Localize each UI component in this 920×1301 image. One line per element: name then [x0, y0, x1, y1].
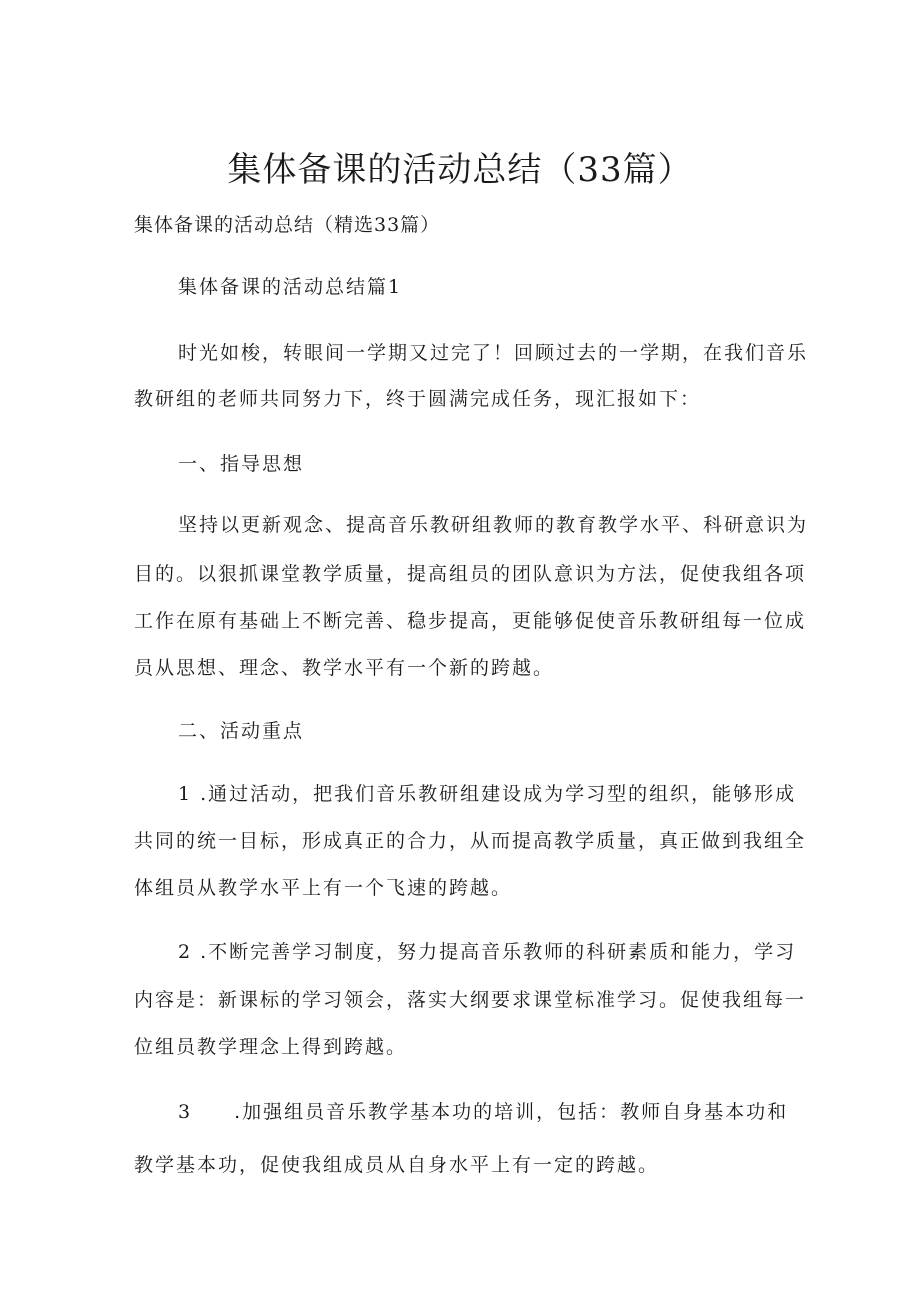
paragraph-1-line-2: 目的。以狠抓课堂教学质量，提高组员的团队意识为方法，促使我组各项 [134, 563, 807, 585]
intro-line-2: 教研组的老师共同努力下，终于圆满完成任务，现汇报如下： [134, 388, 702, 410]
item-2-line-1: 2 .不断完善学习制度，努力提高音乐教师的科研素质和能力，学习 [178, 941, 797, 963]
paragraph-1-line-1: 坚持以更新观念、提高音乐教研组教师的教育教学水平、科研意识为 [178, 514, 809, 536]
heading-guiding-thought: 一、指导思想 [178, 453, 305, 475]
section-title: 集体备课的活动总结篇1 [178, 276, 403, 298]
paragraph-1-line-4: 员从思想、理念、教学水平有一个新的跨越。 [134, 657, 555, 679]
paragraph-1-line-3: 工作在原有基础上不断完善、稳步提高，更能够促使音乐教研组每一位成 [134, 610, 807, 632]
intro-line-1: 时光如梭，转眼间一学期又过完了！回顾过去的一学期，在我们音乐 [178, 342, 809, 364]
item-2-line-2: 内容是：新课标的学习领会，落实大纲要求课堂标准学习。促使我组每一 [134, 989, 807, 1011]
document-subtitle: 集体备课的活动总结（精选33篇） [134, 214, 441, 236]
document-title: 集体备课的活动总结（33篇） [227, 150, 693, 190]
item-3-line-2: 教学基本功，促使我组成员从自身水平上有一定的跨越。 [134, 1154, 660, 1176]
item-2-line-3: 位组员教学理念上得到跨越。 [134, 1036, 408, 1058]
item-3-line-1: 3 .加强组员音乐教学基本功的培训，包括：教师自身基本功和 [178, 1101, 789, 1123]
item-1-line-3: 体组员从教学水平上有一个飞速的跨越。 [134, 877, 513, 899]
heading-activity-focus: 二、活动重点 [178, 720, 305, 742]
item-1-line-1: 1 .通过活动，把我们音乐教研组建设成为学习型的组织，能够形成 [178, 783, 797, 805]
item-1-line-2: 共同的统一目标，形成真正的合力，从而提高教学质量，真正做到我组全 [134, 830, 807, 852]
